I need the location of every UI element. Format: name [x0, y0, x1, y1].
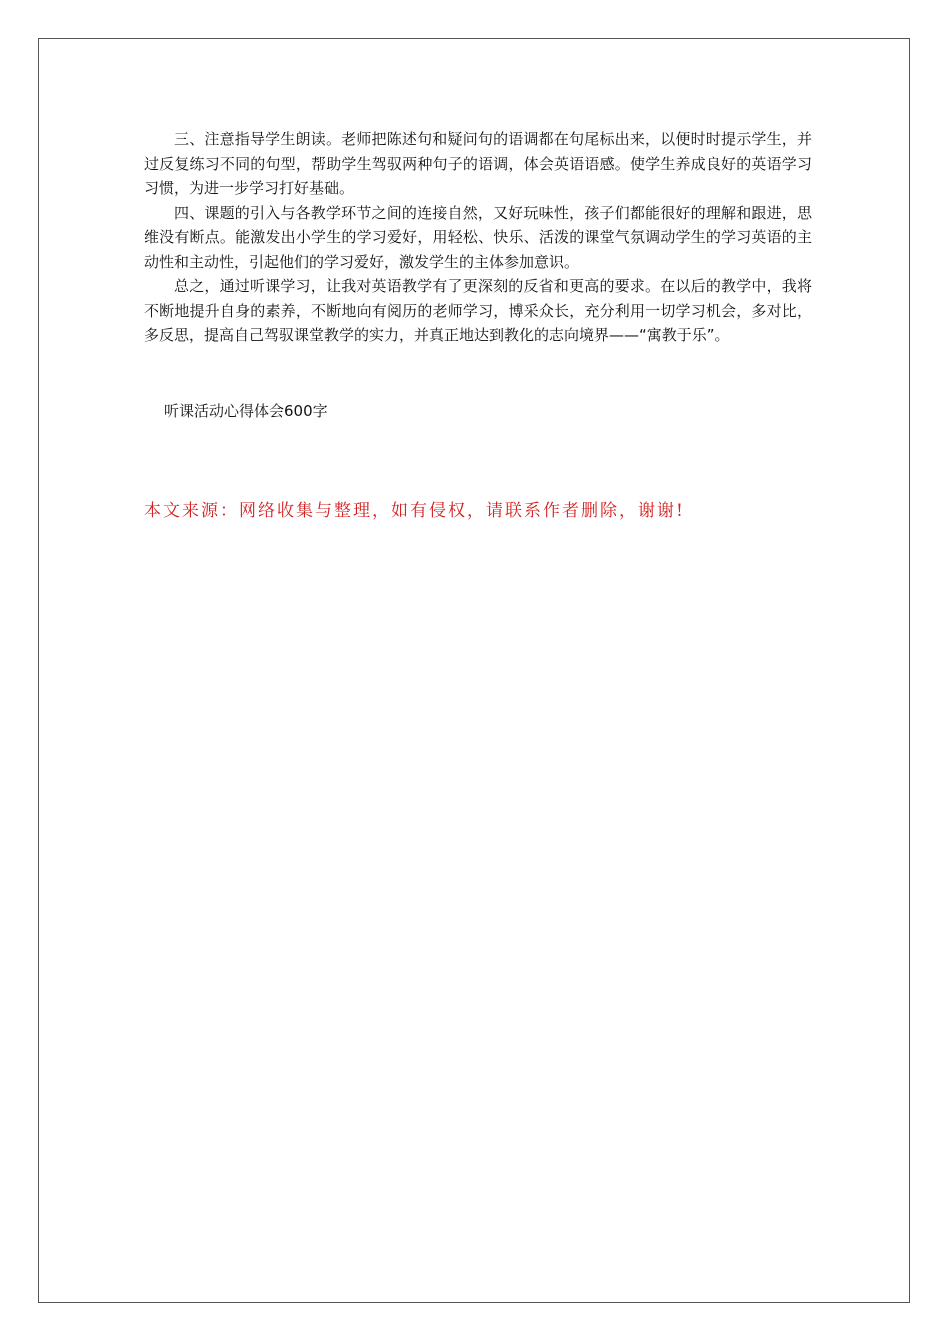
document-subtitle: 听课活动心得体会600字: [164, 402, 328, 420]
paragraph-reading-guidance: 三、注意指导学生朗读。老师把陈述句和疑问句的语调都在句尾标出来，以便时时提示学生，并过反复练习不同的句型，帮助学生驾驭两种句子的语调，体会英语语感。使学生养成良好的英语学习习惯，为进一步学习打好基础。: [144, 130, 812, 197]
source-disclaimer: 本文来源：网络收集与整理，如有侵权，请联系作者删除，谢谢!: [144, 501, 685, 521]
paragraph-conclusion: 总之，通过听课学习，让我对英语教学有了更深刻的反省和更高的要求。在以后的教学中，我将不断地提升自身的素养，不断地向有阅历的老师学习，博采众长，充分利用一切学习机会，多对比，多反思，提高自己驾驭课堂教学的实力，并真正地达到教化的志向境界——“寓教于乐”。: [144, 277, 812, 344]
paragraph-lesson-introduction: 四、课题的引入与各教学环节之间的连接自然，又好玩味性，孩子们都能很好的理解和跟进，思维没有断点。能激发出小学生的学习爱好，用轻松、快乐、活泼的课堂气氛调动学生的学习英语的主动性和主动性，引起他们的学习爱好，激发学生的主体参加意识。: [144, 203, 812, 271]
document-body: [144, 127, 812, 348]
